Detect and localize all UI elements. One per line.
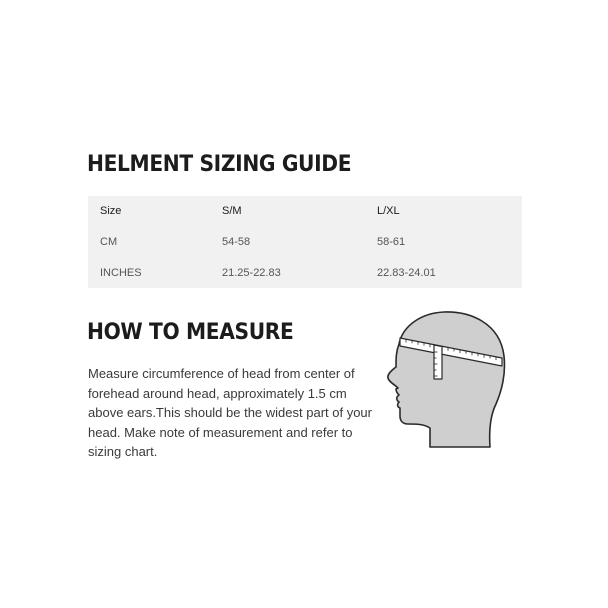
sizing-guide-title: HELMENT SIZING GUIDE xyxy=(87,152,352,177)
header-size: Size xyxy=(100,205,122,218)
inches-sm-value: 21.25-22.83 xyxy=(222,266,281,279)
sizing-table-header-row xyxy=(88,196,522,227)
inches-lxl-value: 22.83-24.01 xyxy=(377,266,436,279)
row-label-inches: INCHES xyxy=(100,266,142,279)
header-sm: S/M xyxy=(222,205,242,218)
row-label-cm: CM xyxy=(100,235,118,248)
head-measuring-tape-icon xyxy=(384,308,514,450)
cm-sm-value: 54-58 xyxy=(222,235,251,248)
table-row xyxy=(88,257,522,288)
measure-instructions: Measure circumference of head from center of forehead around head, approximately 1.5 cm above ears.This should be the widest part of your head. Make note of measurement and refer to sizing chart. xyxy=(88,366,372,460)
cm-lxl-value: 58-61 xyxy=(377,235,406,248)
sizing-table xyxy=(88,196,522,288)
header-lxl: L/XL xyxy=(377,205,400,218)
table-row xyxy=(88,227,522,258)
how-to-measure-title: HOW TO MEASURE xyxy=(87,320,294,345)
